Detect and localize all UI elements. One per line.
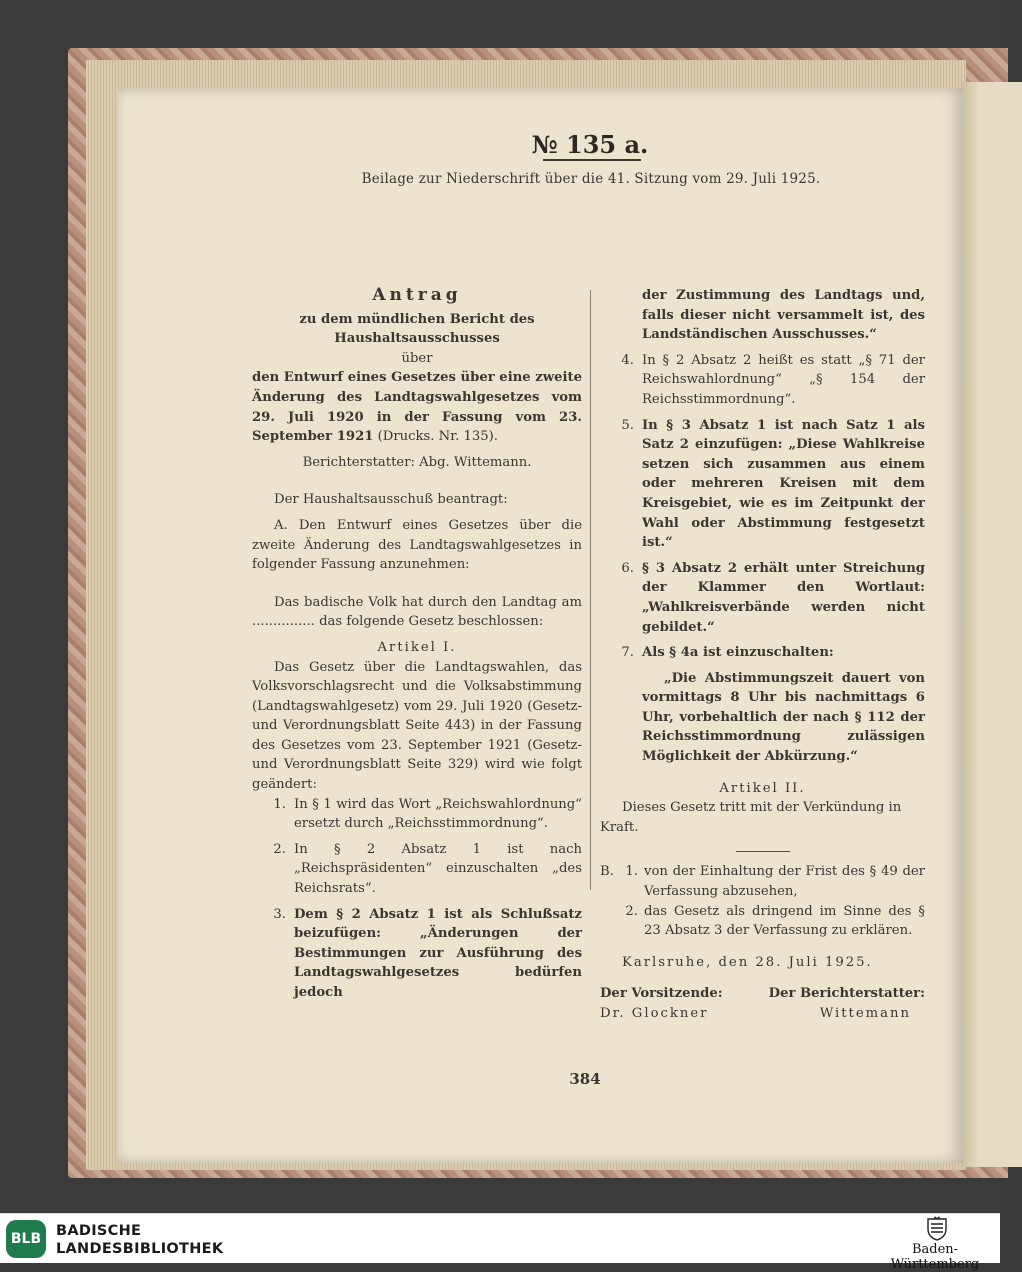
column-divider [590, 290, 591, 890]
blb-logo-icon[interactable]: BLB [6, 1220, 46, 1258]
article-2-text: Dieses Gesetz tritt mit der Verkündung in Kraft. [600, 800, 902, 835]
chair-label: Der Vorsitzende: [600, 986, 723, 1002]
list-item: 2. In § 2 Absatz 1 ist nach „Reichspräsidenten“ einzuschalten „des Reichsrats“. [273, 841, 582, 897]
signature-names [600, 1004, 925, 1024]
enactment-clause: Das badische Volk hat durch den Landtag am ............... das folgende Gesetz beschlossen: [252, 594, 582, 630]
reporter-label: Der Berichterstatter: [768, 986, 925, 1002]
library-name[interactable]: BADISCHE LANDESBIBLIOTHEK [56, 1223, 224, 1257]
motion-title: Antrag [372, 285, 462, 305]
motion-b-item: 2. das Gesetz als dringend im Sinne des § 23 Absatz 3 der Verfassung zu erklären. [625, 903, 925, 939]
document-subtitle: Beilage zur Niederschrift über die 41. Sitzung vom 29. Juli 1925. [361, 171, 821, 187]
chair-name: Dr. Glockner [600, 1006, 709, 1021]
list-item: 4. In § 2 Absatz 2 heißt es statt „§ 71 der Reichswahlordnung“ „§ 154 der Reichsstimmordnung“. [621, 352, 925, 407]
reporter-name: Wittemann [819, 1006, 911, 1021]
motion-line-3-ref: (Drucks. Nr. 135). [377, 429, 498, 445]
article-1-text: Das Gesetz über die Landtagswahlen, das Volksvorschlagsrecht und die Volksabstimmung (Landtagswahlgesetz) vom 29. Juli 1920 (Gesetz- und Verordnungsblatt Seite 443) in der Fassung des Gesetzes vom 23. September 1921 (Gesetz- und Verordnungsblatt Seite 329) wird wie folgt geändert: [252, 659, 582, 793]
document-number-underline [543, 159, 641, 161]
motion-intro: Der Haushaltsausschuß beantragt: [274, 492, 508, 508]
motion-line-2: über [401, 350, 433, 366]
motion-b-item: B. 1. von der Einhaltung der Frist des § 49 der Verfassung abzusehen, [600, 864, 925, 900]
baden-wuerttemberg-crest-icon [926, 1217, 948, 1241]
footer-bar [0, 1213, 1000, 1272]
list-item: 3. Dem § 2 Absatz 1 ist als Schlußsatz beizufügen: „Änderungen der Bestimmungen zur Ausführung des Landtagswahlgesetzes bedürfen jedoch [273, 906, 582, 1000]
continuation: der Zustimmung des Landtags und, falls dieser nicht versammelt ist, des Landständischen Ausschusses.“ [642, 288, 925, 343]
right-column [600, 286, 925, 1024]
facing-page-edge [962, 82, 1022, 1167]
quote-4a: „Die Abstimmungszeit dauert von vormittags 8 Uhr bis nachmittags 6 Uhr, vorbehaltlich der nach § 112 der Reichsstimmordnung zulässigen Möglichkeit der Abkürzung.“ [642, 670, 925, 765]
baden-wuerttemberg-label[interactable]: Baden-Württemberg [890, 1242, 980, 1272]
motion-line-3 [252, 368, 582, 446]
list-item: 7. Als § 4a ist einzuschalten: [621, 645, 834, 661]
list-item: 1. In § 1 wird das Wort „Reichswahlordnung“ ersetzt durch „Reichsstimmordnung“. [273, 796, 582, 832]
motion-a: A. Den Entwurf eines Gesetzes über die zweite Änderung des Landtagswahlgesetzes in folgender Fassung anzunehmen: [252, 517, 582, 573]
signature-labels [600, 984, 925, 1004]
list-item: 6. § 3 Absatz 2 erhält unter Streichung der Klammer den Wortlaut: „Wahlkreisverbände werden nicht gebildet.“ [621, 560, 925, 635]
reporter-line: Berichterstatter: Abg. Wittemann. [302, 454, 532, 470]
left-column [252, 286, 582, 1003]
article-2-heading: Artikel II. [719, 780, 806, 796]
article-1-heading: Artikel I. [377, 639, 457, 655]
place-date: Karlsruhe, den 28. Juli 1925. [622, 954, 873, 970]
motion-line-3-text: den Entwurf eines Gesetzes über eine zweite Änderung des Landtagswahlgesetzes vom 29. Juli 1920 in der Fassung vom 23. September 1921 [252, 370, 582, 445]
page-number: 384 [569, 1070, 601, 1088]
section-rule [736, 851, 790, 852]
list-item: 5. In § 3 Absatz 1 ist nach Satz 1 als Satz 2 einzufügen: „Diese Wahlkreise setzen sich zusammen aus einem oder mehreren Kreisen mit dem Kreisgebiet, wie es im Zeitpunkt der Wahl oder Abstimmung festgesetzt ist.“ [621, 417, 925, 551]
document-number: № 135 a. [531, 130, 649, 159]
motion-line-1: zu dem mündlichen Bericht des Haushaltsausschusses [299, 311, 535, 347]
